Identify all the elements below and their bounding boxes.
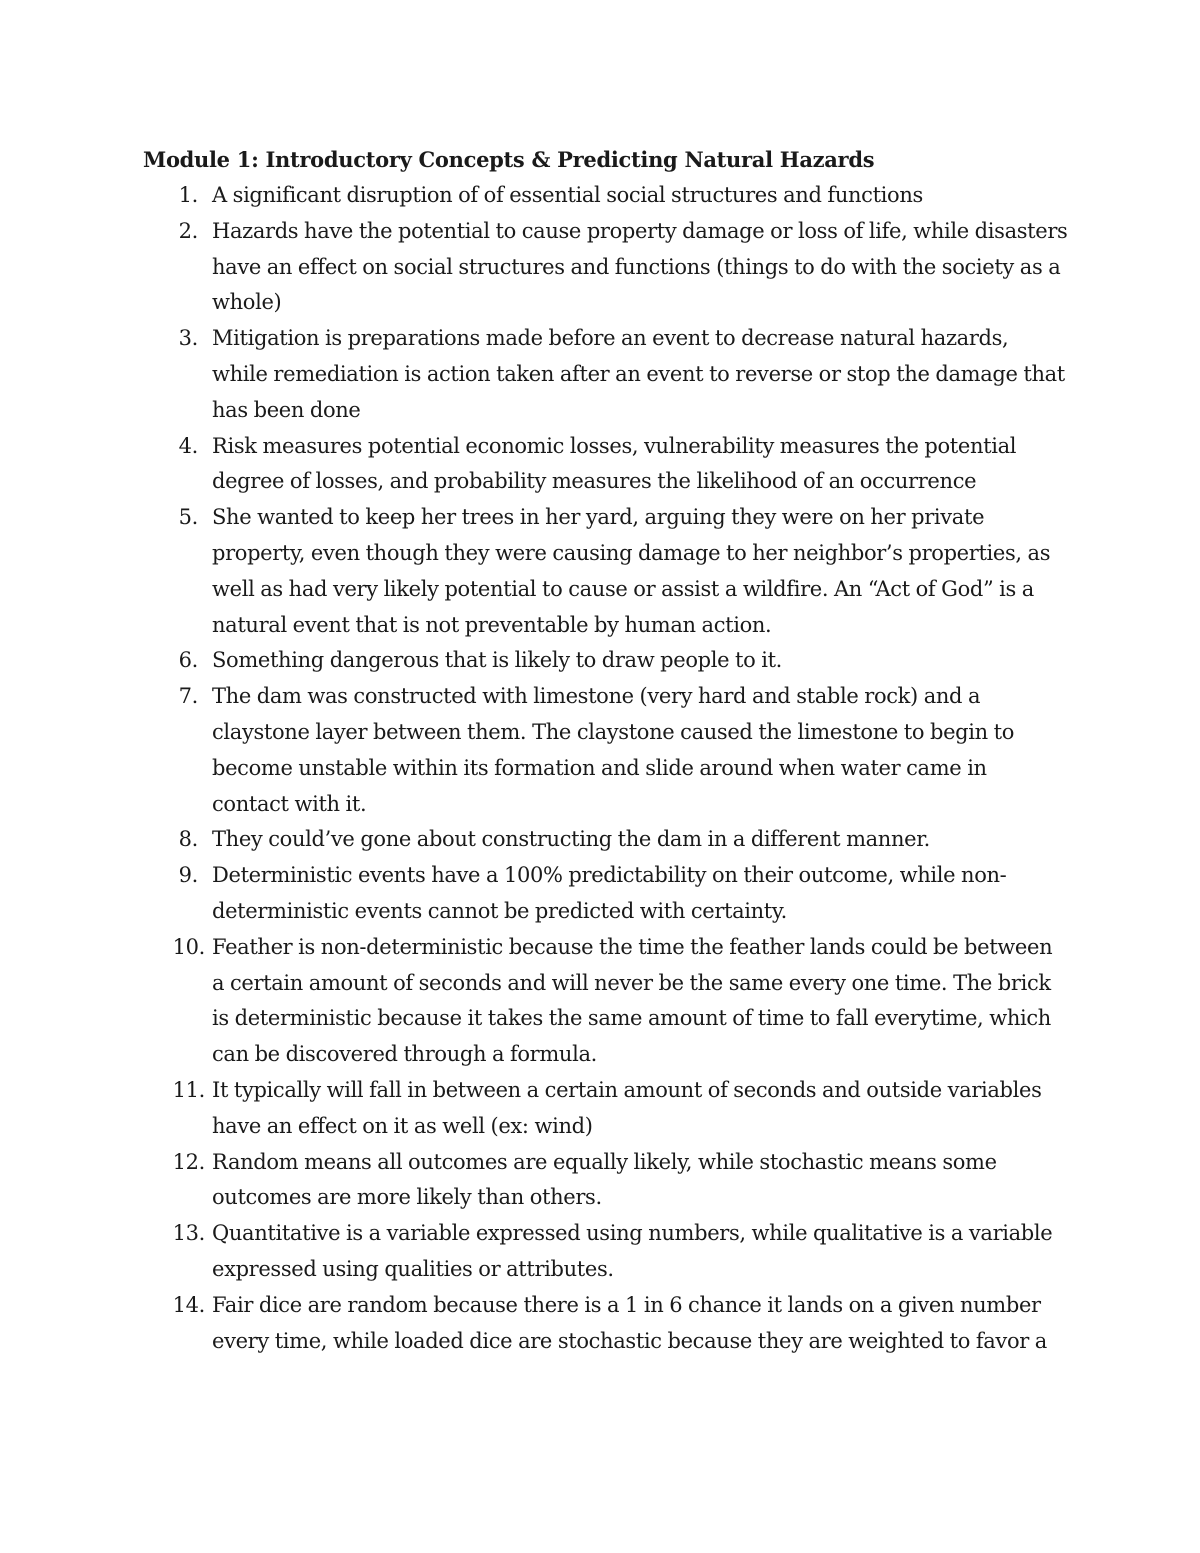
item-number: 7. xyxy=(178,684,198,709)
list-item xyxy=(143,930,1068,1073)
page-title: Module 1: Introductory Concepts & Predicting Natural Hazards xyxy=(143,147,875,172)
item-text: Deterministic events have a 100% predictability on their outcome, while non-deterministic events cannot be predicted with certainty. xyxy=(212,863,1007,923)
item-text: They could’ve gone about constructing the dam in a different manner. xyxy=(212,827,930,852)
item-number: 10. xyxy=(172,934,205,959)
item-number: 6. xyxy=(178,648,198,673)
item-text: Fair dice are random because there is a 1 in 6 chance it lands on a given number every time, while loaded dice are stochastic because they are weighted to favor a xyxy=(212,1292,1047,1353)
item-number: 11. xyxy=(172,1077,205,1102)
document-body xyxy=(143,142,1068,1359)
item-number: 1. xyxy=(178,183,198,207)
item-number: 4. xyxy=(178,433,198,458)
item-number: 9. xyxy=(178,863,198,888)
item-text: Something dangerous that is likely to draw people to it. xyxy=(212,648,782,673)
list-item xyxy=(143,1145,1068,1217)
list-item xyxy=(143,822,1068,858)
item-text: Mitigation is preparations made before an event to decrease natural hazards, while remediation is action taken after an event to reverse or stop the damage that has been done xyxy=(212,326,1065,422)
list-item xyxy=(143,643,1068,679)
item-text: It typically will fall in between a certain amount of seconds and outside variables have an effect on it as well (ex: wind) xyxy=(212,1077,1042,1138)
list-item xyxy=(143,429,1068,501)
item-number: 5. xyxy=(178,505,198,530)
item-text: Hazards have the potential to cause property damage or loss of life, while disasters have an effect on social structures and functions (things to do with the society as a whole) xyxy=(212,218,1068,315)
item-number: 13. xyxy=(172,1221,205,1246)
list-item xyxy=(143,1073,1068,1145)
item-number: 12. xyxy=(172,1149,205,1174)
list-item xyxy=(143,1288,1068,1360)
item-text: Quantitative is a variable expressed using numbers, while qualitative is a variable expressed using qualities or attributes. xyxy=(212,1221,1053,1281)
list-item xyxy=(143,321,1068,428)
item-number: 2. xyxy=(178,218,198,243)
item-text: The dam was constructed with limestone (very hard and stable rock) and a claystone layer between them. The claystone caused the limestone to begin to become unstable within its formation and slide around when water came in contact with it. xyxy=(212,684,1014,816)
item-number: 8. xyxy=(178,827,198,852)
item-text: Feather is non-deterministic because the time the feather lands could be between a certain amount of seconds and will never be the same every one time. The brick is deterministic because it takes the same amount of time to fall everytime, which can be discovered through a formula. xyxy=(212,934,1053,1067)
item-text: Risk measures potential economic losses, vulnerability measures the potential degree of losses, and probability measures the likelihood of an occurrence xyxy=(212,433,1017,494)
item-text: A significant disruption of of essential social structures and functions xyxy=(212,183,923,207)
item-text: Random means all outcomes are equally likely, while stochastic means some outcomes are more likely than others. xyxy=(212,1149,997,1210)
list-item xyxy=(143,178,1068,214)
list-item xyxy=(143,214,1068,321)
item-number: 14. xyxy=(172,1292,205,1317)
list-item xyxy=(143,1216,1068,1288)
list-item xyxy=(143,500,1068,643)
list-item xyxy=(143,679,1068,822)
item-text: She wanted to keep her trees in her yard, arguing they were on her private property, even though they were causing damage to her neighbor’s properties, as well as had very likely potential to cause or assist a wildfire. An “Act of God” is a natural event that is not preventable by human action. xyxy=(212,505,1051,637)
list-item xyxy=(143,858,1068,930)
item-number: 3. xyxy=(178,326,198,351)
answer-list xyxy=(143,178,1068,1359)
